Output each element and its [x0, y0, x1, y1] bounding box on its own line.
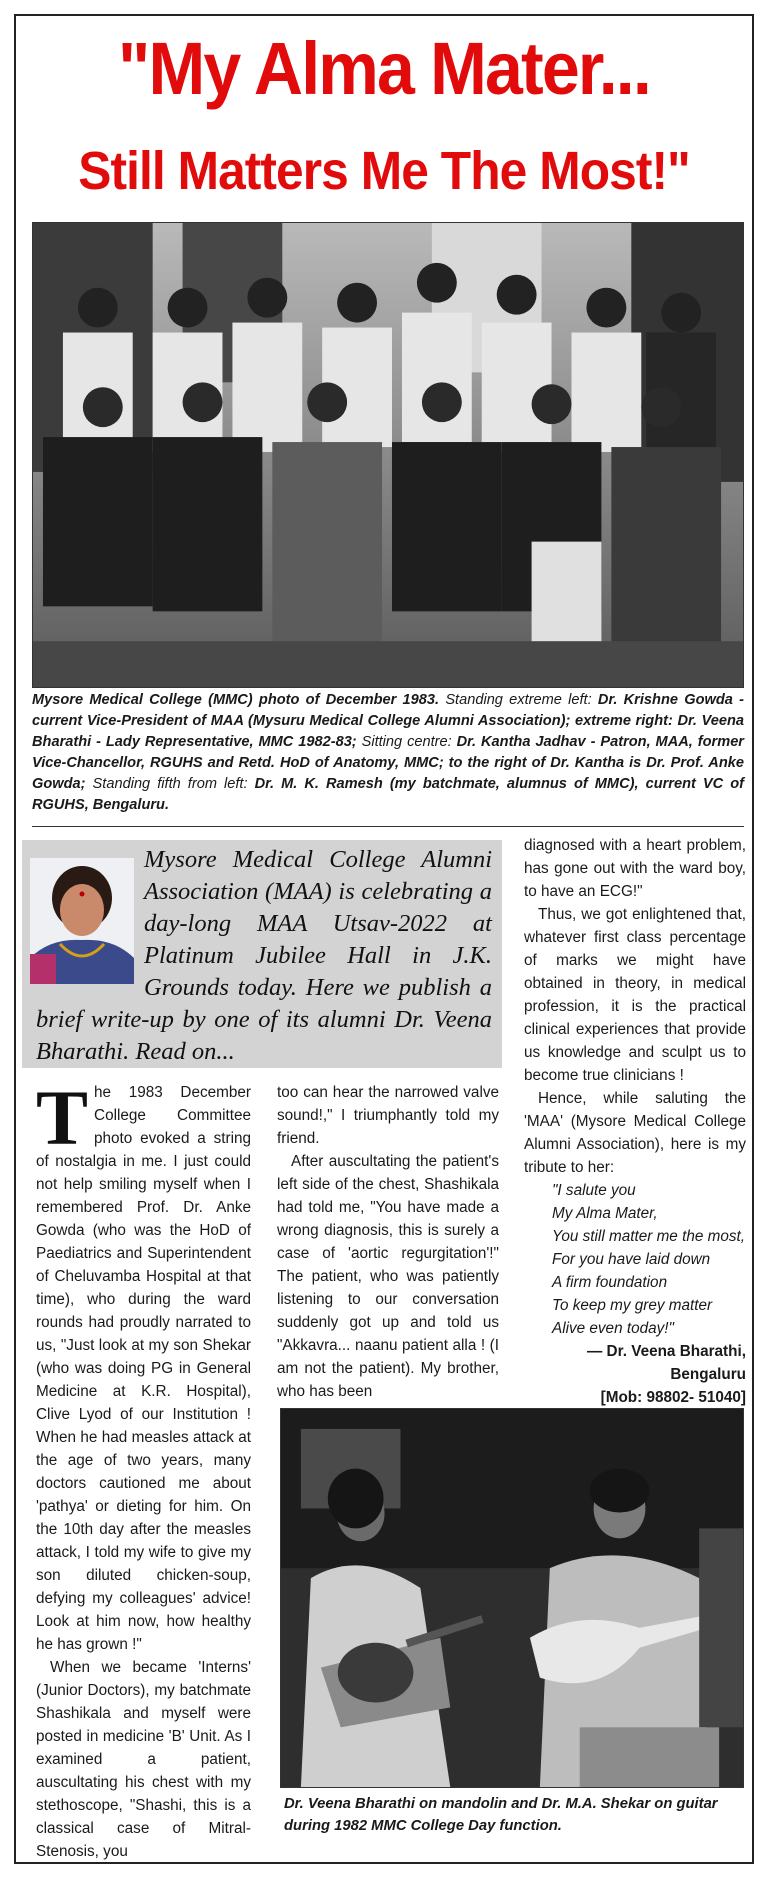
- portrait-dr-veena-bharathi-icon: [30, 858, 134, 984]
- headline-line-2: Still Matters Me The Most!": [78, 141, 690, 201]
- article-column-3: [524, 834, 746, 1409]
- signature-city: Bengaluru: [670, 1366, 746, 1383]
- intro-text-block: [36, 844, 492, 1068]
- music-photo-caption: Dr. Veena Bharathi on mandolin and Dr. M.A. Shekar on guitar during 1982 MMC College Day function.: [284, 1796, 718, 1834]
- poem-line: Alive even today!": [552, 1320, 674, 1337]
- signature-name: — Dr. Veena Bharathi,: [587, 1343, 746, 1360]
- poem-line: My Alma Mater,: [552, 1205, 658, 1222]
- group-photo-1983-icon: [33, 223, 743, 687]
- poem-line: For you have laid down: [552, 1251, 711, 1268]
- caption-divider: [32, 826, 744, 827]
- poem-line: "I salute you: [552, 1182, 636, 1199]
- col2-paragraph-1: too can hear the narrowed valve sound!," I triumphantly told my friend.: [277, 1084, 499, 1147]
- col2-paragraph-2: After auscultating the patient's left side of the chest, Shashikala had told me, "You have made a wrong diagnosis, this is surely a case of 'aortic regurgitation'!" The patient, who was patiently listening to our conversation suddenly got up and told us "Akkavra... naanu patient alla ! (I am not the patient). My brother, who has been: [277, 1153, 499, 1400]
- col1-paragraph-2: When we became 'Interns' (Junior Doctors), my batchmate Shashikala and myself were posted in medicine 'B' Unit. As I examined a patient, auscultating his chest with my stethoscope, "Shashi, this is a classical case of Mitral-Stenosis, you: [36, 1659, 251, 1860]
- intro-box: [22, 840, 502, 1068]
- col3-paragraph-1: diagnosed with a heart problem, has gone out with the ward boy, to have an ECG!": [524, 837, 746, 900]
- article-column-2: [277, 1081, 499, 1403]
- intro-text: Mysore Medical College Alumni Association (MAA) is celebrating a day-long MAA Utsav-2022 at Platinum Jubilee Hall in J.K. Grounds today. Here we publish a brief write-up by one of its alumni Dr. Veena Bharathi. Read on...: [36, 846, 492, 1065]
- col3-paragraph-3: Hence, while saluting the 'MAA' (Mysore Medical College Alumni Association), here is my tribute to her:: [524, 1090, 746, 1176]
- poem-line: A firm foundation: [552, 1274, 668, 1291]
- headline-line-1: "My Alma Mater...: [118, 27, 650, 110]
- drop-cap: T: [36, 1074, 89, 1161]
- col1-paragraph-1: he 1983 December College Committee photo evoked a string of nostalgia in me. I just could not help smiling myself when I remembered Prof. Dr. Anke Gowda (who was the HoD of Paediatrics and Superintendent of Cheluvamba Hospital at that time), who during the ward rounds had proudly narrated to us, "Just look at my son Shekar (who was doing PG in General Medicine at K.R. Hospital), Clive Lyod of our Institution ! When he had measles attack at the age of two years, many doctors cautioned me about 'pathya' or dieting for him. On the 10th day after the measles attack, I told my wife to give my son diluted chicken-soup, defying my colleagues' advice! Look at him now, how healthy he has grown !": [36, 1084, 251, 1653]
- mandolin-guitar-photo-1982-icon: [281, 1409, 743, 1787]
- col3-paragraph-2: Thus, we got enlightened that, whatever first class percentage of marks we might have obtained in theory, in medical profession, it is the practical clinical experiences that provide us knowledge and sculpt us to become true clinicians !: [524, 906, 746, 1084]
- signature-mobile: [Mob: 98802- 51040]: [600, 1389, 746, 1406]
- music-photo: [280, 1408, 744, 1788]
- article-column-1: [36, 1074, 251, 1863]
- group-photo: [32, 222, 744, 688]
- poem-line: You still matter me the most,: [552, 1228, 745, 1245]
- poem-line: To keep my grey matter: [552, 1297, 713, 1314]
- group-photo-caption: Mysore Medical College (MMC) photo of December 1983. Standing extreme left: Dr. Krishne Gowda - current Vice-President of MAA (Mysuru Medical College Alumni Association); extreme right: Dr. Veena Bharathi - Lady Representative, MMC 1982-83; Sitting centre: Dr. Kantha Jadhav - Patron, MAA, former Vice-Chancellor, RGUHS and Retd. HoD of Anatomy, MMC; to the right of Dr. Kantha is Dr. Prof. Anke Gowda; Standing fifth from left: Dr. M. K. Ramesh (my batchmate, alumnus of MMC), current VC of RGUHS, Bengaluru.: [32, 692, 745, 813]
